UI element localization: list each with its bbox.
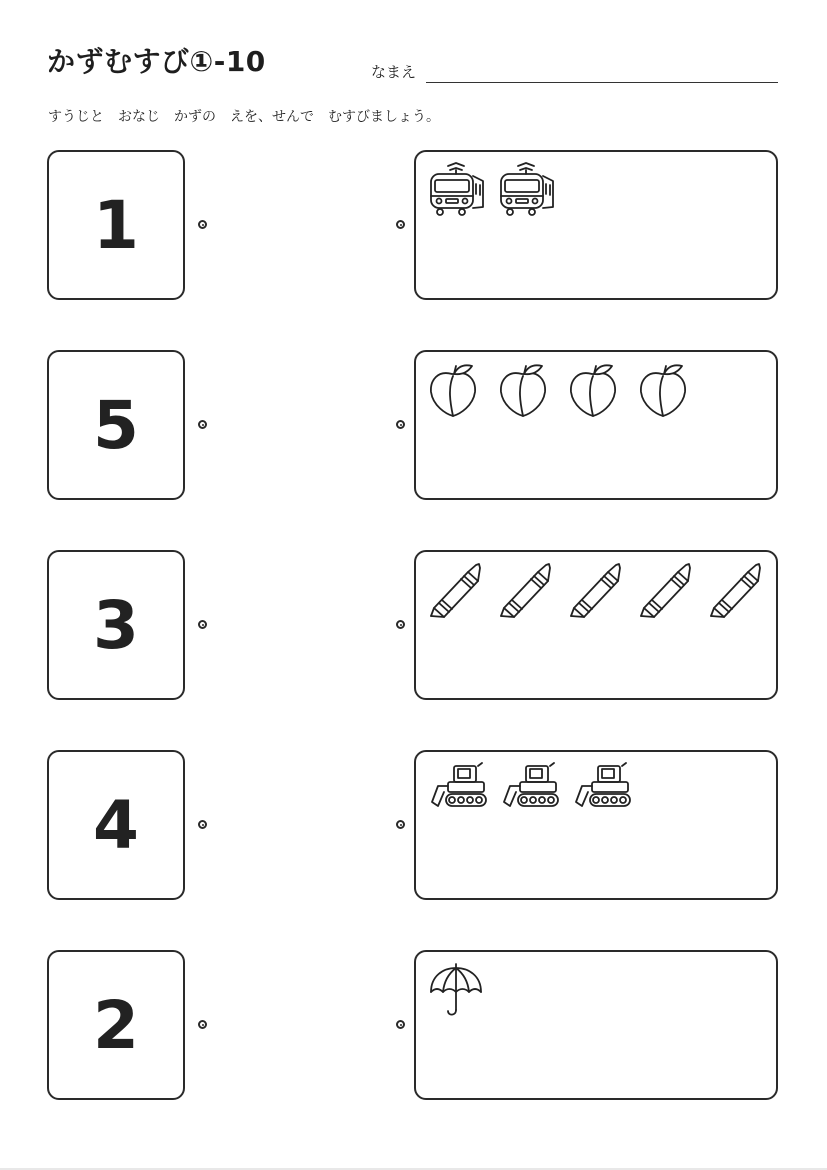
picture-card — [414, 750, 778, 900]
matching-row — [0, 750, 827, 902]
name-write-line[interactable] — [426, 82, 778, 83]
name-label: なまえ — [371, 63, 417, 81]
crayon-icon — [428, 562, 484, 624]
matching-row — [0, 150, 827, 302]
picture-card — [414, 150, 778, 300]
number-value: 4 — [93, 786, 139, 864]
peach-icon — [428, 362, 478, 422]
connect-dot-right[interactable] — [396, 220, 405, 229]
bulldozer-icon — [500, 762, 560, 814]
number-card — [47, 550, 185, 700]
picture-group — [428, 962, 496, 1022]
train-icon — [428, 162, 486, 222]
connect-dot-left[interactable] — [198, 220, 207, 229]
crayon-icon — [708, 562, 764, 624]
number-value: 3 — [93, 586, 139, 664]
train-icon — [498, 162, 556, 222]
picture-group — [428, 162, 568, 222]
crayon-icon — [568, 562, 624, 624]
picture-card — [414, 950, 778, 1100]
picture-card — [414, 550, 778, 700]
crayon-icon — [498, 562, 554, 624]
connect-dot-left[interactable] — [198, 820, 207, 829]
matching-row — [0, 950, 827, 1102]
worksheet-title: かずむすび①-10 — [47, 45, 266, 78]
matching-row — [0, 550, 827, 702]
picture-group — [428, 362, 708, 422]
number-value: 1 — [93, 186, 139, 264]
connect-dot-left[interactable] — [198, 620, 207, 629]
connect-dot-left[interactable] — [198, 1020, 207, 1029]
peach-icon — [568, 362, 618, 422]
connect-dot-right[interactable] — [396, 620, 405, 629]
matching-row — [0, 350, 827, 502]
connect-dot-right[interactable] — [396, 420, 405, 429]
number-card — [47, 950, 185, 1100]
bulldozer-icon — [572, 762, 632, 814]
connect-dot-left[interactable] — [198, 420, 207, 429]
peach-icon — [498, 362, 548, 422]
peach-icon — [638, 362, 688, 422]
number-value: 5 — [93, 386, 139, 464]
picture-card — [414, 350, 778, 500]
picture-group — [428, 562, 778, 624]
crayon-icon — [638, 562, 694, 624]
connect-dot-right[interactable] — [396, 820, 405, 829]
bulldozer-icon — [428, 762, 488, 814]
connect-dot-right[interactable] — [396, 1020, 405, 1029]
number-card — [47, 150, 185, 300]
number-card — [47, 750, 185, 900]
umbrella-icon — [428, 962, 484, 1022]
picture-group — [428, 762, 644, 814]
number-value: 2 — [93, 986, 139, 1064]
instruction-text: すうじと おなじ かずの えを、せんで むすびましょう。 — [48, 109, 440, 125]
number-card — [47, 350, 185, 500]
